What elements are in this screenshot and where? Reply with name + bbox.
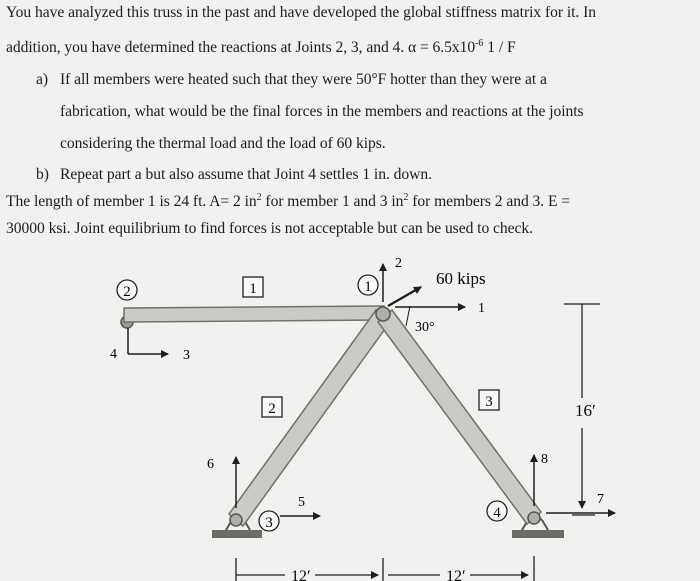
load-label: 60 kips [436, 269, 486, 288]
svg-text:2: 2 [268, 401, 276, 417]
dof-label-6: 6 [207, 457, 214, 472]
svg-text:1: 1 [364, 279, 372, 295]
pin-joint-1 [376, 307, 390, 321]
pin-joint-4 [528, 512, 540, 524]
svg-text:3: 3 [265, 515, 273, 531]
span-left-label: 12′ [291, 568, 311, 581]
pin-joint-3 [230, 514, 242, 526]
truss-figure [0, 238, 700, 581]
joint-label-2 [117, 280, 137, 300]
dof-label-2: 2 [395, 256, 402, 271]
part-a-line-1: If all members were heated such that they were 50°F hotter than they were at a [60, 71, 547, 88]
member-label-1 [243, 277, 263, 297]
intro-line-2: addition, you have determined the reactions at Joints 2, 3, and 4. $\alpha = 6.5x10^{-6}$ 1 / F [6, 38, 516, 56]
member-2 [229, 310, 390, 526]
part-a-label: a) [36, 71, 49, 88]
joint-label-3 [259, 511, 279, 531]
height-dim-label: 16′ [575, 401, 596, 420]
member-1 [124, 306, 384, 322]
svg-text:4: 4 [493, 505, 501, 521]
dof-label-3: 3 [183, 348, 190, 363]
span-dimension [236, 556, 534, 581]
part-a-line-3: considering the thermal load and the load of 60 kips. [60, 135, 386, 152]
part-b-label: b) [36, 166, 49, 183]
svg-text:3: 3 [485, 394, 493, 410]
member-label-3 [479, 390, 499, 410]
angle-label: 30° [415, 320, 435, 335]
span-right-label: 12′ [446, 568, 466, 581]
dof-label-8: 8 [541, 452, 548, 467]
load-arrow-60-kips [388, 287, 421, 306]
member-3 [378, 310, 541, 524]
properties-line-1: The length of member 1 is 24 ft. A= 2 $in^2$ for member 1 and 3 $in^2$ for members 2 and 3. E = [6, 192, 571, 210]
dof-label-7: 7 [597, 492, 604, 507]
joint-label-1 [358, 275, 378, 295]
svg-text:2: 2 [123, 284, 131, 300]
dof-label-4: 4 [110, 347, 117, 362]
member-label-2 [262, 397, 282, 417]
angle-arc [406, 306, 410, 326]
joint-label-4 [487, 501, 507, 521]
intro-line-1: You have analyzed this truss in the past and have developed the global stiffness matrix for it. In [6, 4, 596, 21]
dof-label-5: 5 [298, 495, 305, 510]
part-b-line-1: Repeat part a but also assume that Joint 4 settles 1 in. down. [60, 166, 432, 183]
part-a-line-2: fabrication, what would be the final forces in the members and reactions at the joints [60, 103, 584, 120]
svg-text:1: 1 [249, 281, 257, 297]
properties-line-2: 30000 ksi. Joint equilibrium to find forces is not acceptable but can be used to check. [6, 220, 534, 237]
dof-label-1: 1 [478, 301, 485, 316]
